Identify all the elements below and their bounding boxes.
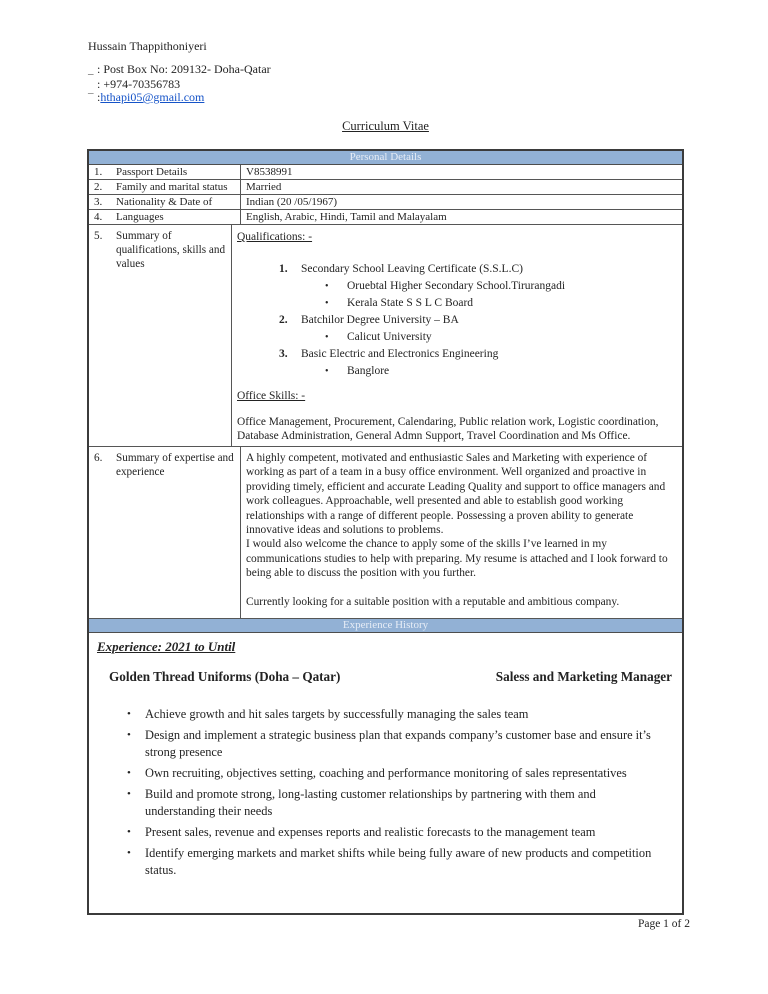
qualification-item	[237, 312, 677, 329]
item-text: Batchilor Degree University – BA	[301, 314, 459, 326]
row-value: English, Arabic, Hindi, Tamil and Malayalam	[240, 210, 682, 224]
bullet-text: Build and promote strong, long-lasting customer relationships by partnering with them and understanding their needs	[145, 787, 596, 818]
row-number: 4.	[94, 211, 103, 223]
row-label: Nationality & Date of	[116, 196, 213, 208]
expertise-paragraph: Currently looking for a suitable position with a reputable and ambitious company.	[246, 595, 620, 608]
phone-line	[88, 78, 271, 91]
row-value: Indian (20 /05/1967)	[240, 195, 682, 209]
table-row	[89, 165, 682, 180]
item-text: Basic Electric and Electronics Engineering	[301, 348, 499, 360]
item-number: 1.	[279, 263, 288, 275]
expertise-paragraph: A highly competent, motivated and enthusiastic Sales and Marketing with experience of working as part of a team in a busy office environment. Well organized and proactive in providing timely, efficient and accurate Leading Quality and support to office managers and work colleagues. Approachable, well presented and able to establish good working relationships with a range of different people. Possessing a proven ability to generate innovative ideas and solutions to problems.	[246, 452, 666, 537]
experience-title-line	[109, 669, 672, 685]
office-skills-heading: Office Skills: -	[237, 390, 306, 402]
bullet-icon: •	[127, 826, 131, 838]
document-title: Curriculum Vitae	[342, 119, 429, 133]
subitem-text: Kerala State S S L C Board	[347, 297, 474, 309]
table-row	[89, 210, 682, 225]
row-number: 6.	[94, 452, 103, 464]
row-number: 5.	[94, 230, 103, 242]
row-label: Summary of qualifications, skills and values	[116, 230, 226, 270]
list-item	[127, 706, 674, 723]
experience-section	[89, 633, 682, 913]
qualification-item	[237, 346, 677, 363]
expertise-paragraph: I would also welcome the chance to apply some of the skills I’ve learned in my communications studies to help with preparing. My resume is attached and I look forward to being able to discuss the position with you further.	[246, 538, 668, 580]
bullet-icon: •	[325, 281, 329, 292]
experience-period: Experience: 2021 to Until	[97, 639, 236, 654]
section-header-experience-history: Experience History	[89, 619, 682, 633]
person-name: Hussain Thappithoniyeri	[88, 39, 207, 53]
qualifications-heading: Qualifications: -	[237, 231, 313, 243]
page-number: Page 1 of 2	[637, 918, 690, 930]
qualification-item	[237, 261, 677, 278]
company-name: Golden Thread Uniforms (Doha – Qatar)	[109, 669, 341, 684]
row-label: Family and marital status	[116, 181, 228, 193]
qualification-subitem	[237, 295, 677, 312]
row-value: Married	[240, 180, 682, 194]
table-row	[89, 195, 682, 210]
qualification-subitem	[237, 363, 677, 380]
bullet-text: Own recruiting, objectives setting, coaching and performance monitoring of sales representatives	[145, 766, 627, 780]
email-line	[88, 91, 271, 105]
item-number: 2.	[279, 314, 288, 326]
cv-table	[87, 149, 684, 915]
item-number: 3.	[279, 348, 288, 360]
bullet-text: Identify emerging markets and market shifts while being fully aware of new products and competition status.	[145, 846, 652, 877]
bullet-icon: •	[127, 788, 131, 800]
address-text: : Post Box No: 209132- Doha-Qatar	[97, 62, 271, 76]
list-item	[127, 824, 674, 841]
bullet-icon: •	[127, 708, 131, 720]
subitem-text: Calicut University	[347, 331, 432, 343]
row-label: Summary of expertise and experience	[116, 452, 234, 478]
email-colon: :	[97, 90, 101, 104]
email-icon: ¯	[88, 92, 94, 104]
row-label: Languages	[116, 211, 164, 223]
qualification-subitem	[237, 278, 677, 295]
row-number: 2.	[94, 181, 103, 193]
phone-text: : +974-70356783	[97, 76, 181, 91]
address-icon: _	[88, 64, 94, 76]
row-number: 3.	[94, 196, 103, 208]
office-skills-text: Office Management, Procurement, Calendaring, Public relation work, Logistic coordination, Database Administration, General Admn Support, Travel Coordination and Ms Office.	[237, 416, 659, 443]
qualifications-row	[89, 225, 682, 447]
job-title: Saless and Marketing Manager	[495, 669, 672, 684]
row-value: V8538991	[240, 165, 682, 179]
list-item	[127, 845, 674, 879]
row-number: 1.	[94, 166, 103, 178]
table-row	[89, 180, 682, 195]
contact-block	[88, 40, 271, 105]
list-item	[127, 765, 674, 782]
bullet-icon: •	[325, 332, 329, 343]
bullet-icon: •	[127, 729, 131, 741]
expertise-row	[89, 447, 682, 619]
row-label: Passport Details	[116, 166, 188, 178]
bullet-icon: •	[325, 366, 329, 377]
bullet-icon: •	[127, 847, 131, 859]
bullet-icon: •	[325, 298, 329, 309]
list-item	[127, 786, 674, 820]
qualifications-list	[237, 261, 677, 380]
qualification-subitem	[237, 329, 677, 346]
bullet-icon: •	[127, 767, 131, 779]
list-item	[127, 727, 674, 761]
bullet-text: Achieve growth and hit sales targets by successfully managing the sales team	[145, 707, 529, 721]
subitem-text: Oruebtal Higher Secondary School.Tirurangadi	[347, 280, 566, 292]
experience-bullet-list	[97, 706, 674, 879]
bullet-text: Design and implement a strategic business plan that expands company’s customer base and ensure it’s strong presence	[145, 728, 651, 759]
email-link[interactable]: hthapi05@gmail.com	[100, 90, 205, 104]
section-header-personal-details: Personal Details	[89, 151, 682, 165]
subitem-text: Banglore	[347, 365, 390, 377]
item-text: Secondary School Leaving Certificate (S.S.L.C)	[301, 263, 523, 275]
address-line	[88, 63, 271, 77]
bullet-text: Present sales, revenue and expenses reports and realistic forecasts to the management team	[145, 825, 596, 839]
